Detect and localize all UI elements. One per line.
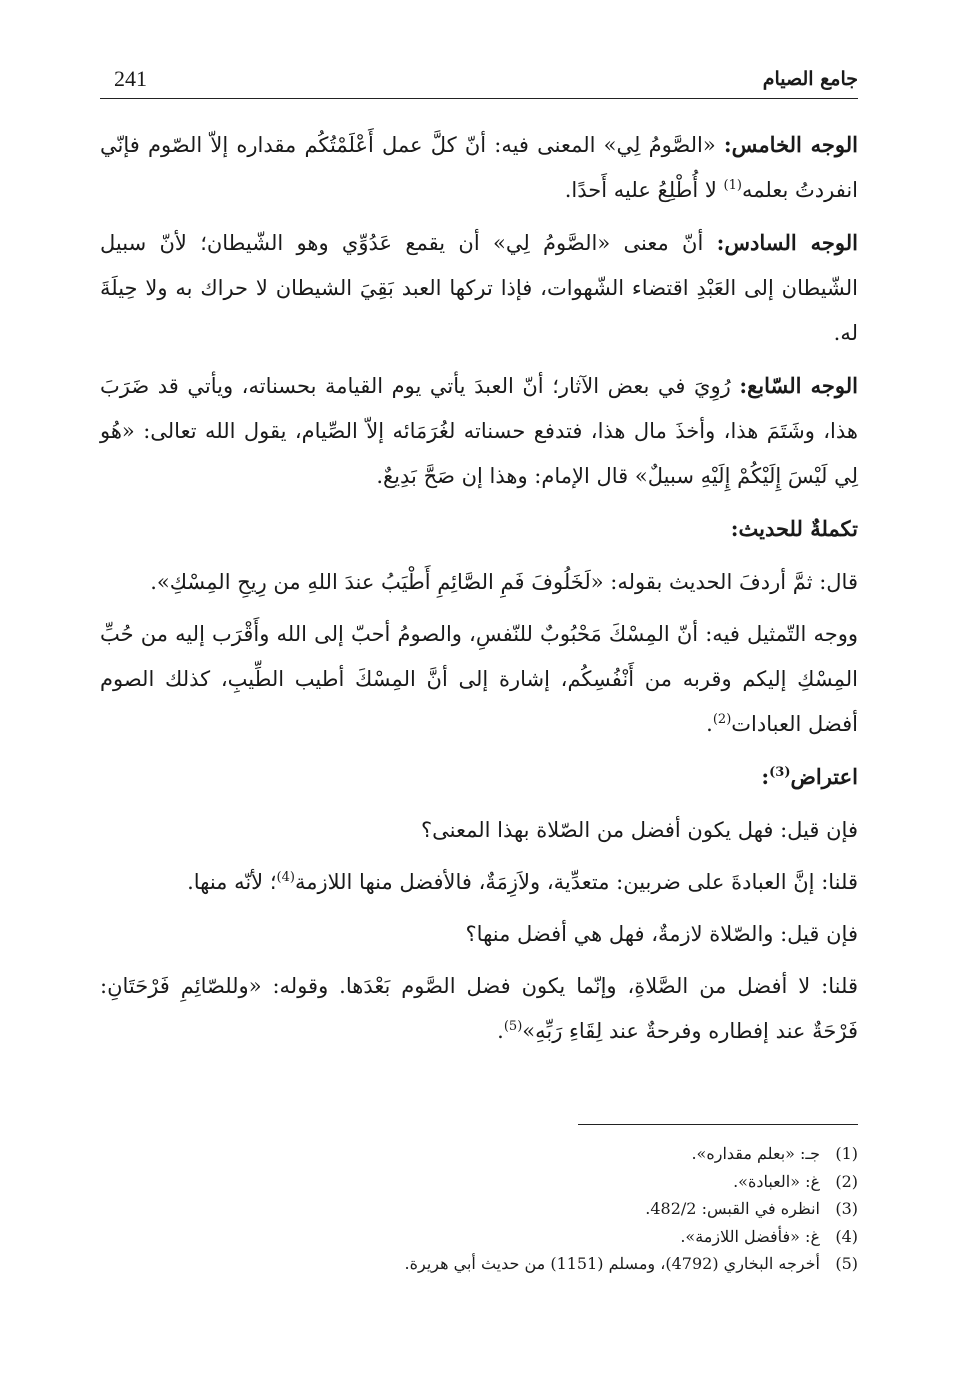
paragraph-question-1 [100,808,858,853]
footnote-number: (1) [835,1144,858,1163]
main-text [100,122,858,1061]
paragraph-analogy [100,612,858,747]
footnote-number: (5) [835,1254,858,1273]
paragraph-question-2 [100,912,858,957]
paragraph-text: رُوِيَ في بعض الآثار؛ أنّ العبدَ يأتي يوم القيامة بحسناته، ويأتي قد ضَرَبَ هذا، وشَتَمَ هذا، وأخذَ مال هذا، فتدفع حسناته لغُرَمَائه إلاّ الصِّيام، يقول الله تعالى: «هُو لِي لَيْسَ إِلَيْكُمْ إِلَيْهِ سبيلٌ» قال الإمام: وهذا إن صَحَّ بَدِيعٌ. [100,374,858,488]
footnote-ref[interactable]: (1) [723,178,742,193]
page-header [100,64,858,99]
footnote-text: جـ: «بعلم مقداره». [691,1144,820,1163]
paragraph-text: قال: ثمَّ أردفَ الحديث بقوله: «لَخَلُوفَ فَمِ الصَّائِمِ أَطْيَبُ عندَ اللهِ من رِيحِ المِسْكِ». [150,570,858,594]
paragraph-text: أنّ معنى «الصَّومُ لِي» أن يقمع عَدُوِّي وهو الشّيطان؛ لأنّ سبيل الشّيطان إلى العَبْدِ اقتضاء الشّهوات، فإذا تركها العبد بَقِيَ الشيطان لا حراك به ولا حِيلَةَ له. [100,231,858,345]
paragraph-text: فإن قيل: والصّلاة لازمةٌ، فهل هي أفضل منها؟ [465,922,858,946]
footnote-text: غ: «العبادة». [733,1171,820,1191]
running-title: جامع الصيام [762,68,858,90]
paragraph-hadith-continuation [100,560,858,605]
paragraph-text-tail: . [497,1019,504,1043]
footnote-item [300,1195,858,1223]
footnote-item [300,1140,858,1168]
paragraph-text-tail: . [706,712,713,736]
paragraph-answer-2 [100,964,858,1054]
page-number: 241 [114,66,147,91]
paragraph-text-tail: ؛ لأنّه منها. [187,870,277,894]
objection-heading-colon: : [761,764,770,789]
footnotes [300,1140,858,1278]
paragraph-text: «الصَّومُ لِي» المعنى فيه: أنّ كلَّ عمل أَعْلَمْتُكُم مقداره إلاّ الصّوم فإنّي انفردتُ بعلمه [100,133,858,202]
footnote-text: انظره في القبس: 482/2. [645,1199,820,1218]
objection-heading-text: اعتراض [790,764,858,789]
footnote-ref[interactable]: (5) [503,1019,523,1034]
paragraph-text: فإن قيل: فهل يكون أفضل من الصّلاة بهذا المعنى؟ [420,818,858,842]
footnote-ref[interactable]: (3) [769,765,791,780]
footnote-item [300,1168,858,1196]
footnote-item [300,1223,858,1251]
footnote-divider [578,1124,858,1125]
paragraph-seventh-aspect [100,363,858,499]
footnote-item [300,1250,858,1278]
footnote-text: غ: «فأفضل اللازمة». [680,1226,820,1246]
aspect-heading: الوجه الخامس: [723,132,858,157]
section-heading-objection [100,754,858,799]
section-heading-completion: تكملةٌ للحديث: [730,516,858,541]
paragraph-text-tail: لا أُطْلِعُ عليه أَحدًا. [564,178,724,202]
aspect-heading: الوجه السّابع: [739,373,858,398]
footnote-number: (2) [835,1171,858,1191]
paragraph-fifth-aspect [100,122,858,213]
footnote-number: (4) [835,1226,858,1246]
paragraph-answer-1 [100,860,858,905]
paragraph-sixth-aspect [100,220,858,356]
footnote-number: (3) [835,1199,858,1218]
paragraph-text: ووجه التّمثيل فيه: أنّ المِسْكَ مَحْبُوبٌ للنّفسِ، والصومُ أحبّ إلى الله وأَقْرَب إليه من حُبِّ المِسْكِ إليكم وقربه من أَنْفُسِكُم، إشارة إلى أنَّ المِسْكَ أطيب الطِّيبِ، كذلك الصوم أفضل العبادات [100,622,858,736]
footnote-ref[interactable]: (2) [712,712,732,727]
footnote-ref[interactable]: (4) [276,870,295,885]
paragraph-text: قلنا: إنَّ العبادةَ على ضربين: متعدِّية، ولاَزِمَةٌ، فالأفضل منها اللازمة [294,870,858,894]
footnote-text: أخرجه البخاري (4792)، ومسلم (1151) من حديث أبي هريرة. [404,1254,820,1273]
paragraph-text: قلنا: لا أفضل من الصَّلاةِ، وإنّما يكون فضل الصَّوم بَعْدَها. وقوله: «وللصّائِمِ فَرْحَتَانِ: فَرْحَةٌ عند إفطاره وفرحةٌ عند لِقَاءِ رَبِّهِ» [100,974,858,1043]
aspect-heading: الوجه السادس: [716,230,858,255]
